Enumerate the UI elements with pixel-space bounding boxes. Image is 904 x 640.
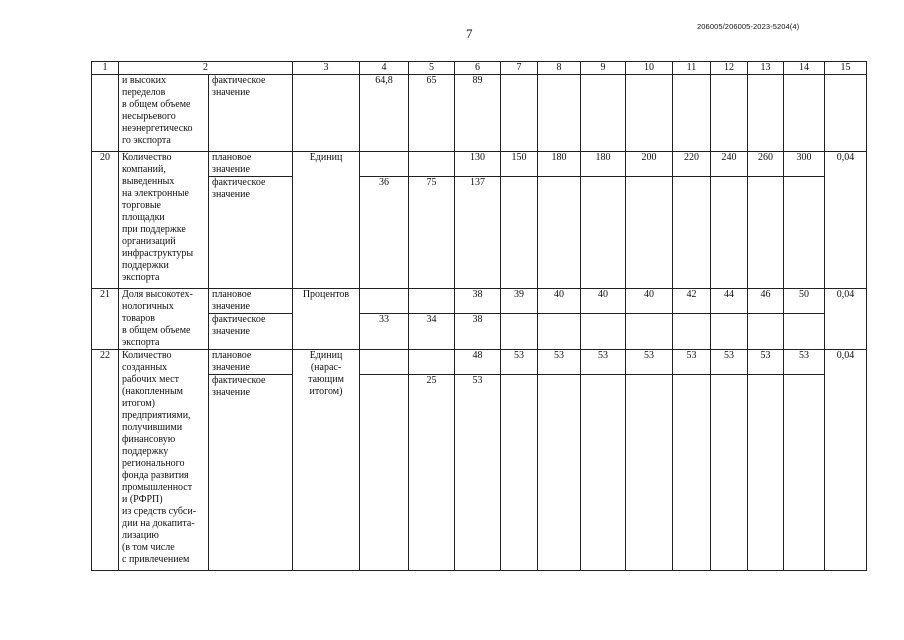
value-cell: 53 <box>501 350 538 375</box>
col-header-5: 5 <box>409 62 455 75</box>
unit: Единиц <box>293 152 360 289</box>
value-cell: 40 <box>538 289 581 314</box>
value-cell <box>784 177 825 289</box>
value-cell <box>538 314 581 350</box>
value-cell <box>711 314 748 350</box>
col-header-8: 8 <box>538 62 581 75</box>
weight-cell: 0,04 <box>825 152 867 289</box>
row-number: 20 <box>92 152 119 289</box>
indicator-name: Количество компаний, выведенных на электронные торговые площадки при поддержке организаций инфраструктуры поддержки экспорта <box>119 152 209 289</box>
value-type: фактическое значение <box>209 314 293 350</box>
value-cell <box>501 314 538 350</box>
value-cell <box>673 75 711 152</box>
value-type: фактическое значение <box>209 375 293 571</box>
value-cell: 300 <box>784 152 825 177</box>
col-header-6: 6 <box>455 62 501 75</box>
col-header-7: 7 <box>501 62 538 75</box>
value-cell <box>626 314 673 350</box>
value-cell: 53 <box>673 350 711 375</box>
value-cell: 130 <box>455 152 501 177</box>
value-type: плановое значение <box>209 152 293 177</box>
value-type: плановое значение <box>209 289 293 314</box>
row-number: 22 <box>92 350 119 571</box>
unit: Единиц (нарас- тающим итогом) <box>293 350 360 571</box>
value-cell <box>673 177 711 289</box>
value-cell: 64,8 <box>360 75 409 152</box>
col-header-13: 13 <box>748 62 784 75</box>
value-cell <box>360 289 409 314</box>
value-cell: 50 <box>784 289 825 314</box>
value-cell: 46 <box>748 289 784 314</box>
indicator-name: Количество созданных рабочих мест (накопленным итогом) предприятиями, получившими финансовую поддержку регионального фонда развития промышленност и (РФРП) из средств субси- дии на докапита- лизацию (в том числе с привлечением <box>119 350 209 571</box>
value-cell: 220 <box>673 152 711 177</box>
value-cell <box>711 75 748 152</box>
value-cell <box>538 75 581 152</box>
table-subrow <box>92 375 867 571</box>
value-cell <box>581 375 626 571</box>
value-cell: 180 <box>581 152 626 177</box>
value-cell: 39 <box>501 289 538 314</box>
value-cell: 180 <box>538 152 581 177</box>
value-cell <box>626 375 673 571</box>
col-header-2: 2 <box>119 62 293 75</box>
value-cell: 137 <box>455 177 501 289</box>
value-cell <box>501 375 538 571</box>
value-cell <box>748 375 784 571</box>
unit: Процентов <box>293 289 360 350</box>
col-header-1: 1 <box>92 62 119 75</box>
value-cell <box>538 375 581 571</box>
value-cell <box>784 314 825 350</box>
table-row <box>92 289 867 314</box>
value-type: фактическое значение <box>209 177 293 289</box>
table-subrow <box>92 314 867 350</box>
value-cell: 34 <box>409 314 455 350</box>
value-cell: 53 <box>784 350 825 375</box>
value-cell: 33 <box>360 314 409 350</box>
value-cell: 260 <box>748 152 784 177</box>
row-number: 21 <box>92 289 119 350</box>
value-cell: 53 <box>626 350 673 375</box>
value-cell: 40 <box>626 289 673 314</box>
value-cell: 75 <box>409 177 455 289</box>
value-cell <box>784 375 825 571</box>
table-subrow <box>92 177 867 289</box>
value-cell <box>360 350 409 375</box>
value-cell <box>581 314 626 350</box>
weight-cell: 0,04 <box>825 289 867 350</box>
value-cell <box>581 177 626 289</box>
indicator-name: Доля высокотех- нологичных товаров в общем объеме экспорта <box>119 289 209 350</box>
table-row <box>92 350 867 375</box>
value-cell: 240 <box>711 152 748 177</box>
value-cell: 53 <box>538 350 581 375</box>
value-cell <box>748 177 784 289</box>
value-cell: 25 <box>409 375 455 571</box>
value-cell <box>626 75 673 152</box>
value-cell <box>711 375 748 571</box>
table-row <box>92 152 867 177</box>
indicators-table <box>91 61 867 571</box>
col-header-4: 4 <box>360 62 409 75</box>
value-cell: 38 <box>455 314 501 350</box>
value-cell <box>581 75 626 152</box>
value-cell: 48 <box>455 350 501 375</box>
col-header-3: 3 <box>293 62 360 75</box>
value-cell <box>501 75 538 152</box>
row-number <box>92 75 119 152</box>
col-header-15: 15 <box>825 62 867 75</box>
col-header-12: 12 <box>711 62 748 75</box>
value-cell <box>748 314 784 350</box>
value-cell <box>784 75 825 152</box>
col-header-11: 11 <box>673 62 711 75</box>
value-type: фактическое значение <box>209 75 293 152</box>
indicator-name: и высоких переделов в общем объеме несырьевого неэнергетическо го экспорта <box>119 75 209 152</box>
value-cell: 44 <box>711 289 748 314</box>
value-cell <box>409 152 455 177</box>
header-row <box>92 62 867 75</box>
value-cell: 38 <box>455 289 501 314</box>
table-row <box>92 75 867 152</box>
value-cell: 150 <box>501 152 538 177</box>
value-cell: 200 <box>626 152 673 177</box>
weight-cell: 0,04 <box>825 350 867 571</box>
value-cell <box>360 375 409 571</box>
value-cell: 53 <box>748 350 784 375</box>
value-type: плановое значение <box>209 350 293 375</box>
value-cell: 40 <box>581 289 626 314</box>
unit <box>293 75 360 152</box>
value-cell <box>711 177 748 289</box>
weight-cell <box>825 75 867 152</box>
col-header-10: 10 <box>626 62 673 75</box>
value-cell <box>673 314 711 350</box>
value-cell: 53 <box>455 375 501 571</box>
value-cell <box>409 350 455 375</box>
value-cell <box>538 177 581 289</box>
value-cell: 53 <box>711 350 748 375</box>
value-cell: 42 <box>673 289 711 314</box>
value-cell: 36 <box>360 177 409 289</box>
page-number: 7 <box>466 26 473 41</box>
value-cell <box>673 375 711 571</box>
value-cell <box>360 152 409 177</box>
col-header-9: 9 <box>581 62 626 75</box>
value-cell <box>409 289 455 314</box>
value-cell <box>626 177 673 289</box>
document-code: 206005/206005-2023-5204(4) <box>697 22 800 31</box>
value-cell: 53 <box>581 350 626 375</box>
value-cell: 89 <box>455 75 501 152</box>
col-header-14: 14 <box>784 62 825 75</box>
value-cell: 65 <box>409 75 455 152</box>
value-cell <box>748 75 784 152</box>
value-cell <box>501 177 538 289</box>
